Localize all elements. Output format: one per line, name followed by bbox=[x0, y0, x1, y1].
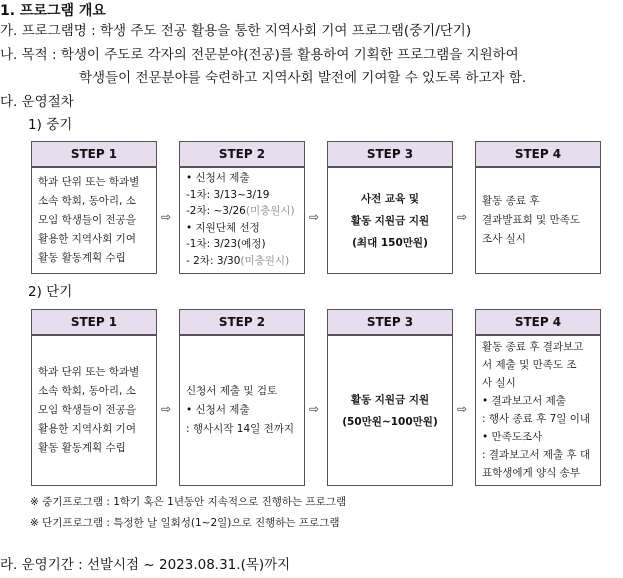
short-step1-line: 활동 활동계획 수립 bbox=[38, 442, 126, 454]
mid-step2-line: -1차: 3/13~3/19 bbox=[186, 188, 270, 201]
arrow-right-icon: ⇨ bbox=[309, 402, 320, 416]
mid-step1-line: 모임 학생들이 전공을 bbox=[38, 214, 136, 226]
short-term-label: 2) 단기 bbox=[28, 284, 73, 300]
mid-step4-line: 결과발표회 및 만족도 bbox=[482, 214, 580, 226]
mid-step1-body bbox=[31, 167, 157, 274]
short-step4-line: : 결과보고서 제출 후 대 bbox=[482, 449, 591, 461]
short-step3-line: (50만원~100만원) bbox=[342, 415, 438, 428]
note-mid-term: ※ 중기프로그램 : 1학기 혹은 1년동안 지속적으로 진행하는 프로그램 bbox=[30, 496, 347, 508]
short-step4-line: 표학생에게 양식 송부 bbox=[482, 467, 580, 479]
mid-step2-note: (미충원시) bbox=[240, 254, 290, 267]
short-step4-line: 활동 종료 후 결과보고 bbox=[482, 341, 584, 353]
mid-step2-header: STEP 2 bbox=[179, 141, 305, 167]
operation-period-line: 라. 운영기간 : 선발시점 ~ 2023.08.31.(목)까지 bbox=[0, 557, 291, 573]
mid-step2-line: • 신청서 제출 bbox=[186, 172, 250, 184]
mid-step2-body bbox=[179, 167, 305, 274]
mid-step1-line: 소속 학회, 동아리, 소 bbox=[38, 195, 136, 207]
short-step1-line: 학과 단위 또는 학과별 bbox=[38, 366, 140, 378]
short-step4-line: • 만족도조사 bbox=[482, 431, 543, 443]
short-step1-line: 모임 학생들이 전공을 bbox=[38, 404, 136, 416]
short-step2-line: : 행사시작 14일 전까지 bbox=[186, 423, 295, 435]
arrow-right-icon: ⇨ bbox=[309, 210, 320, 224]
mid-step4-body bbox=[475, 167, 601, 274]
short-step3-body bbox=[327, 335, 453, 486]
mid-step1-header: STEP 1 bbox=[31, 141, 157, 167]
purpose-line-1: 나. 목적 : 학생이 주도로 각자의 전문분야(전공)를 활용하여 기획한 프로그램을 지원하여 bbox=[0, 47, 519, 63]
short-step4-line: • 결과보고서 제출 bbox=[482, 395, 566, 407]
arrow-right-icon: ⇨ bbox=[161, 210, 172, 224]
mid-term-label: 1) 중기 bbox=[28, 117, 73, 133]
mid-step2-date: - 2차: 3/30 bbox=[186, 254, 241, 267]
short-step4-body bbox=[475, 335, 601, 486]
program-name-line: 가. 프로그램명 : 학생 주도 전공 활용을 통한 지역사회 기여 프로그램(중기/단기) bbox=[0, 23, 472, 39]
mid-step4-line: 조사 실시 bbox=[482, 233, 526, 245]
arrow-right-icon: ⇨ bbox=[457, 210, 468, 224]
short-step1-body bbox=[31, 335, 157, 486]
section-title: 1. 프로그램 개요 bbox=[0, 3, 106, 19]
mid-step1-line: 활동 활동계획 수립 bbox=[38, 252, 126, 264]
mid-step2-note: (미충원시) bbox=[245, 205, 295, 217]
arrow-right-icon: ⇨ bbox=[161, 402, 172, 416]
mid-step1-line: 활용한 지역사회 기여 bbox=[38, 233, 136, 245]
short-step4-line: : 행사 종료 후 7일 이내 bbox=[482, 413, 591, 425]
mid-step2-line: -1차: 3/23(예정) bbox=[186, 238, 266, 250]
purpose-line-2: 학생들이 전문분야를 숙련하고 지역사회 발전에 기여할 수 있도록 하고자 함. bbox=[79, 70, 527, 86]
mid-step2-date: -2차: ~3/26 bbox=[186, 205, 246, 217]
mid-step2-line bbox=[186, 253, 298, 270]
short-step1-header: STEP 1 bbox=[31, 309, 157, 335]
mid-step1-line: 학과 단위 또는 학과별 bbox=[38, 176, 140, 188]
short-step2-line: • 신청서 제출 bbox=[186, 404, 250, 416]
short-step1-line: 활용한 지역사회 기여 bbox=[38, 423, 136, 435]
mid-step3-line: 활동 지원금 지원 bbox=[350, 214, 430, 227]
mid-step4-header: STEP 4 bbox=[475, 141, 601, 167]
mid-step3-header: STEP 3 bbox=[327, 141, 453, 167]
arrow-right-icon: ⇨ bbox=[457, 402, 468, 416]
short-step2-header: STEP 2 bbox=[179, 309, 305, 335]
procedure-heading: 다. 운영절차 bbox=[0, 94, 74, 110]
mid-step3-line: (최대 150만원) bbox=[352, 236, 428, 249]
note-short-term: ※ 단기프로그램 : 특정한 날 일회성(1~2일)으로 진행하는 프로그램 bbox=[30, 517, 340, 529]
short-step2-line: 신청서 제출 및 검토 bbox=[186, 385, 278, 397]
short-step2-body bbox=[179, 335, 305, 486]
short-step1-line: 소속 학회, 동아리, 소 bbox=[38, 385, 136, 397]
short-step4-header: STEP 4 bbox=[475, 309, 601, 335]
mid-step3-body bbox=[327, 167, 453, 274]
mid-step2-line bbox=[186, 203, 298, 220]
mid-step2-line: • 지원단체 선정 bbox=[186, 221, 260, 234]
mid-step3-line: 사전 교육 및 bbox=[360, 192, 420, 205]
short-step3-header: STEP 3 bbox=[327, 309, 453, 335]
mid-step4-line: 활동 종료 후 bbox=[482, 195, 540, 207]
short-step4-line: 서 제출 및 만족도 조 bbox=[482, 359, 577, 371]
short-step3-line: 활동 지원금 지원 bbox=[350, 393, 430, 406]
short-step4-line: 사 실시 bbox=[482, 377, 516, 389]
